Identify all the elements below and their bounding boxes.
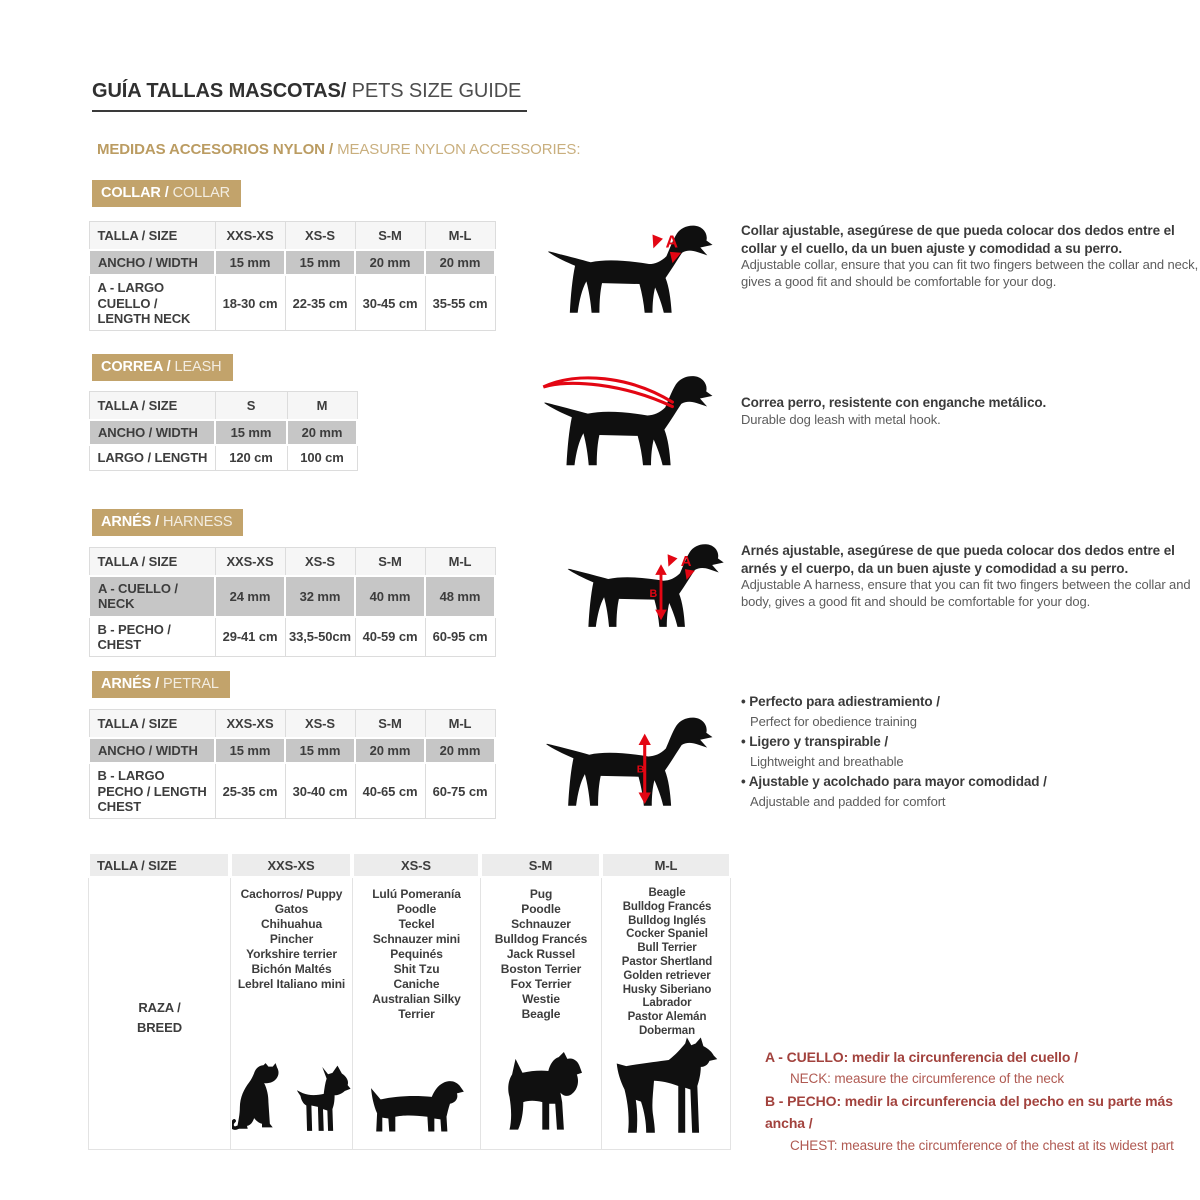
breed-list [231,887,352,992]
cell-value: 33,5-50cm [285,617,355,657]
harness-section-badge [92,509,243,536]
measure-label-a: A [680,553,692,570]
feature-es: • Perfecto para adiestramiento / [741,692,1200,712]
breed-name: Bichón Maltés [251,962,332,976]
collar-description-es: Collar ajustable, asegúrese de que pueda colocar dos dedos entre el collar y el cuello, da un buen ajuste y comodidad a su perro. [741,223,1175,256]
petral-badge-es: ARNÉS / [101,676,160,692]
petral-feature-list [741,692,1200,811]
breed-name: Cocker Spaniel [626,928,708,941]
table-row [89,738,495,763]
table-row [89,763,495,818]
breed-name: Westie [522,992,560,1006]
cell-value: 15 mm [215,420,287,445]
column-header: TALLA / SIZE [89,222,215,251]
breed-name: Pequinés [390,947,443,961]
note-chest-es: B - PECHO: medir la circunferencia del pecho en su parte más ancha / [765,1092,1173,1132]
chihuahua-icon [294,1065,352,1135]
breed-name: Bull Terrier [637,942,697,955]
feature-en: Lightweight and breathable [750,754,904,769]
row-label: LARGO / LENGTH [89,445,215,470]
table-row [89,576,495,617]
column-header: S-M [355,710,425,739]
harness-description [741,542,1200,611]
breed-name: Pastor Shertland [621,955,713,968]
cell-value: 32 mm [285,576,355,617]
page-title-es: GUÍA TALLAS MASCOTAS/ [92,80,347,102]
breed-name: Lebrel Italiano mini [237,977,346,991]
collar-size-table [88,221,496,331]
row-label: ANCHO / WIDTH [89,420,215,445]
petral-badge-en: PETRAL [159,676,219,692]
column-header: TALLA / SIZE [89,710,215,739]
breed-row-label-en: BREED [136,1020,182,1035]
row-label: ANCHO / WIDTH [89,738,215,763]
cell-value: 20 mm [355,250,425,275]
breed-name: Yorkshire terrier [246,947,337,961]
leash-description-en: Durable dog leash with metal hook. [741,411,941,427]
cell-value: 40 mm [355,576,425,617]
cell-value: 35-55 cm [425,275,495,330]
column-header: XS-S [285,548,355,577]
column-header: TALLA / SIZE [89,392,215,421]
breed-icons [481,1051,601,1135]
harness-dog-diagram [562,522,727,646]
measure-arrow-icon [655,564,667,575]
table-row [89,275,495,330]
cell-value: 20 mm [425,250,495,275]
leash-size-table [88,391,358,471]
breed-name: Poodle [396,902,437,916]
cell-value: 120 cm [215,445,287,470]
note-neck-en: NECK: measure the circumference of the neck [790,1071,1065,1087]
column-header: M [287,392,357,421]
leash-section-badge [92,354,233,381]
cell-value: 22-35 cm [285,275,355,330]
table-header-row [89,710,495,739]
row-label: A - LARGO CUELLO / LENGTH NECK [89,275,215,330]
breed-table-header [88,852,731,878]
breed-name: Cachorros/ Puppy [240,887,343,901]
breed-name: Pastor Alemán [627,1011,707,1024]
measure-label-a: A [665,231,679,252]
breed-name: Caniche [393,977,440,991]
harness-description-es: Arnés ajustable, asegúrese de que pueda colocar dos dedos entre el arnés y el cuerpo, da un buen ajuste y comodidad a su perro. [741,543,1175,576]
page-title [92,80,527,112]
breed-name: Jack Russel [506,947,576,961]
leash-description-es: Correa perro, resistente con enganche metálico. [741,395,1047,410]
measure-arrow-icon [668,554,678,566]
breed-name: Bulldog Francés [622,900,712,913]
column-header: S-M [355,222,425,251]
breed-name: Schnauzer [511,917,571,931]
table-header-row [89,548,495,577]
collar-badge-es: COLLAR / [101,185,169,201]
table-row [89,250,495,275]
row-label: A - CUELLO / NECK [89,576,215,617]
breed-name: Beagle [521,1007,561,1021]
column-header: XS-S [285,222,355,251]
cell-value: 18-30 cm [215,275,285,330]
cell-value: 15 mm [285,738,355,763]
column-header: S [215,392,287,421]
breed-name: Doberman [638,1024,696,1037]
collar-description [741,222,1200,291]
harness-badge-es: ARNÉS / [101,514,160,530]
breed-name: Gatos [274,902,309,916]
breed-name: Shit Tzu [393,962,440,976]
breed-name: Labrador [642,997,692,1010]
breed-name: Schnauzer mini [372,932,461,946]
table-row [89,420,357,445]
column-header: XS-S [285,710,355,739]
petral-dog-diagram [540,696,716,824]
breed-cell-m-l [602,878,732,1149]
feature-es: • Ligero y transpirable / [741,732,1200,752]
column-header: XXS-XS [215,710,285,739]
column-header: XXS-XS [215,222,285,251]
cell-value: 25-35 cm [215,763,285,818]
harness-badge-en: HARNESS [159,514,233,530]
table-header-row [89,222,495,251]
column-header: TALLA / SIZE [89,548,215,577]
breed-name: Husky Siberiano [622,983,712,996]
table-row [89,617,495,657]
feature-en: Adjustable and padded for comfort [750,793,946,809]
breed-cell-xxs-xs [231,878,353,1149]
cell-value: 60-75 cm [425,763,495,818]
breed-name: Golden retriever [623,969,711,982]
cell-value: 60-95 cm [425,617,495,657]
cell-value: 100 cm [287,445,357,470]
breed-icons [353,1076,480,1135]
breed-name: Poodle [521,902,561,916]
breed-name: Bulldog Inglés [628,914,706,927]
measure-arrow-icon [685,569,695,580]
breed-table [88,852,731,1150]
measure-label-b: B [649,588,658,601]
leash-badge-en: LEASH [170,359,222,375]
page-subtitle-es: MEDIDAS ACCESORIOS NYLON / [97,141,334,158]
harness-description-en: Adjustable A harness, ensure that you can fit two fingers between the collar and body, gives a good fit and should be comfortable for your dog. [741,577,1191,609]
breed-table-body [88,878,731,1150]
measuring-notes [765,1046,1200,1156]
breed-list [481,887,601,1022]
row-label: B - PECHO / CHEST [89,617,215,657]
page-subtitle [97,141,580,158]
petral-section-badge [92,671,230,698]
note-neck-es: A - CUELLO: medir la circunferencia del cuello / [765,1049,1078,1065]
leash-description [741,394,1200,428]
breed-name: Chihuahua [260,917,323,931]
column-header: M-L [425,710,495,739]
breed-row-label [89,878,231,1149]
cell-value: 15 mm [285,250,355,275]
table-header-row [89,392,357,421]
schnauzer-icon [500,1051,582,1135]
petral-size-table [88,709,496,819]
breed-list [353,887,480,1022]
page-subtitle-en: MEASURE NYLON ACCESSORIES: [333,141,581,158]
breed-icons [602,1037,732,1135]
breed-header-size: TALLA / SIZE [88,852,230,878]
column-header: XXS-XS [215,548,285,577]
feature-en: Perfect for obedience training [750,714,917,730]
cell-value: 30-45 cm [355,275,425,330]
row-label: B - LARGO PECHO / LENGTH CHEST [89,763,215,818]
breed-header-s-m: S-M [480,852,601,878]
row-label: ANCHO / WIDTH [89,250,215,275]
dog-silhouette [548,226,712,313]
breed-cell-xs-s [353,878,481,1149]
column-header: S-M [355,548,425,577]
cell-value: 40-65 cm [355,763,425,818]
breed-icons [231,1059,352,1135]
column-header: M-L [425,222,495,251]
breed-name: Lulú Pomeranía [372,887,461,901]
feature-es: • Ajustable y acolchado para mayor comodidad / [741,772,1200,792]
breed-header-xxs-xs: XXS-XS [230,852,352,878]
breed-header-m-l: M-L [601,852,731,878]
dog-silhouette [546,718,712,806]
cell-value: 29-41 cm [215,617,285,657]
cell-value: 20 mm [287,420,357,445]
leash-line [543,378,672,407]
cell-value: 30-40 cm [285,763,355,818]
harness-size-table [88,547,496,657]
breed-name: Fox Terrier [510,977,572,991]
breed-list [602,887,732,1039]
table-row [89,445,357,470]
cell-value: 20 mm [355,738,425,763]
cell-value: 15 mm [215,738,285,763]
cell-value: 48 mm [425,576,495,617]
note-chest-en: CHEST: measure the circumference of the chest at its widest part [790,1137,1174,1153]
cell-value: 15 mm [215,250,285,275]
breed-name: Pug [529,887,553,901]
dachshund-icon [369,1076,465,1135]
breed-name: Bulldog Francés [494,932,588,946]
leash-dog-diagram [538,364,716,474]
cell-value: 40-59 cm [355,617,425,657]
collar-description-en: Adjustable collar, ensure that you can fit two fingers between the collar and neck, gives a good fit and should be comfortable for your dog. [741,257,1199,289]
breed-name: Beagle [648,887,686,899]
measure-arrow-icon [639,734,651,745]
doberman-icon [615,1037,719,1135]
measure-arrow-icon [652,234,662,248]
leash-badge-es: CORREA / [101,359,171,375]
breed-name: Boston Terrier [500,962,582,976]
breed-header-xs-s: XS-S [352,852,480,878]
collar-badge-en: COLLAR [168,185,231,201]
breed-cell-s-m [481,878,602,1149]
column-header: M-L [425,548,495,577]
breed-name: Australian Silky Terrier [372,992,461,1021]
dog-silhouette [568,544,724,627]
cat-icon [232,1059,282,1135]
collar-dog-diagram [542,214,716,321]
collar-section-badge [92,180,241,207]
cell-value: 24 mm [215,576,285,617]
measure-label-b: B [636,763,645,776]
page-title-en: PETS SIZE GUIDE [346,80,522,102]
breed-name: Pincher [269,932,314,946]
breed-name: Teckel [398,917,435,931]
cell-value: 20 mm [425,738,495,763]
breed-row-label-es: RAZA / [138,999,181,1015]
